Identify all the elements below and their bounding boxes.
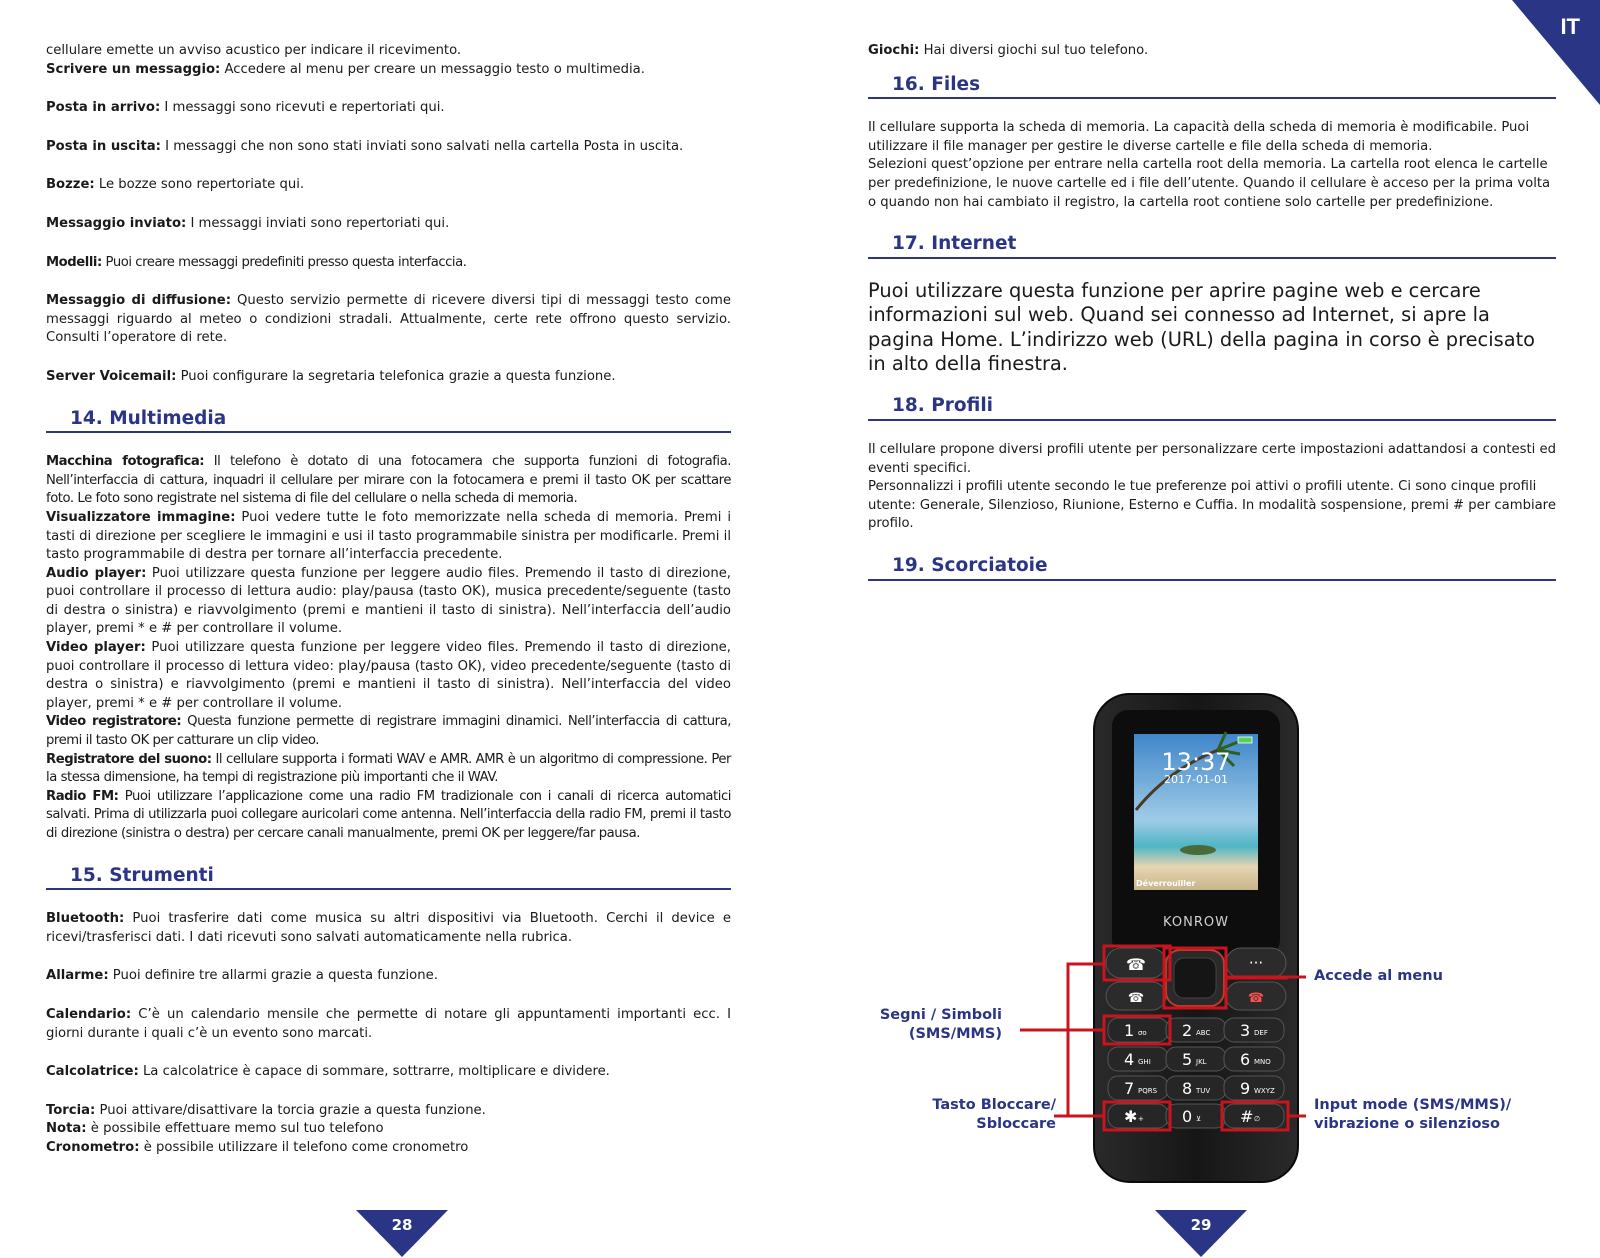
paragraph-modelli: Modelli: Puoi creare messaggi predefiniti presso questa interfaccia. — [46, 254, 467, 270]
paragraph-calcolatrice: Calcolatrice: La calcolatrice è capace di sommare, sottrarre, moltiplicare e dividere. — [46, 1064, 610, 1080]
phone-date: 2017-01-01 — [1164, 773, 1228, 786]
paragraph-intro: cellulare emette un avviso acustico per indicare il ricevimento. — [46, 43, 462, 58]
paragraph-torcia: Torcia: Puoi attivare/disattivare la torcia grazie a questa funzione. — [46, 1102, 486, 1118]
keypad-letters: GHI — [1138, 1058, 1151, 1066]
callout-menu: Accede al menu — [1314, 968, 1443, 984]
heading-14-multimedia: 14. Multimedia — [46, 407, 731, 434]
heading-18-profili: 18. Profili — [868, 394, 1556, 421]
phone-brand: KONROW — [1163, 915, 1229, 930]
paragraph-profili-2: Personnalizzi i profili utente secondo le tue preferenze poi attivi o profili utente. Ci sono cinque profili utente: Generale, Silenzioso, Riunione, Esterno e Cuffia. In modalità sospensione, premi # per cambiare profilo. — [868, 479, 1556, 532]
keypad-letters: MNO — [1254, 1058, 1271, 1066]
language-tag: IT — [1560, 14, 1580, 39]
paragraph-bluetooth: Bluetooth: Puoi trasferire dati come musica su altri dispositivi via Bluetooth. Cerchi il device e ricevi/trasferisci dati. I dati ricevuti sono salvati automaticamente nella rubrica. — [46, 911, 731, 945]
paragraph-inviato: Messaggio inviato: I messaggi inviati sono repertoriati qui. — [46, 215, 450, 231]
paragraph-files-2: Selezioni quest’opzione per entrare nella cartella root della memoria. La cartella root elenca le cartelle per predefinizione, le nuove cartelle ed i file dell’utente. Quando il cellulare è acceso per la prima volta o quando non hai cambiato il registro, la cartella root contiene solo cartelle per predefinizione. — [868, 157, 1551, 210]
paragraph-scrivere: Scrivere un messaggio: Accedere al menu per creare un messaggio testo o multimedia. — [46, 61, 645, 77]
paragraph-calendario: Calendario: C’è un calendario mensile che permette di notare gli appuntamenti importanti ecc. I giorni durante i quali c’è un evento sono marcati. — [46, 1006, 731, 1041]
paragraph-profili-1: Il cellulare propone diversi profili utente per personalizzare certe impostazioni adattandosi a contesti ed eventi specifici. — [868, 441, 1556, 476]
paragraph-files-1: Il cellulare supporta la scheda di memoria. La capacità della scheda di memoria è modificabile. Puoi utilizzare il file manager per gestire le diverse cartelle e file della scheda di memoria. — [868, 120, 1530, 154]
keypad-digit: 0 — [1182, 1107, 1193, 1126]
paragraph-nota: Nota: è possibile effettuare memo sul tuo telefono — [46, 1121, 384, 1137]
keypad-letters: ABC — [1196, 1029, 1211, 1037]
paragraph-diffusione: Messaggio di diffusione: Questo servizio permette di ricevere diversi tipi di messaggi testo come messaggi riguardo al meteo o condizioni stradali. Attualmente, certe rete offrono questo servizio. Consulti l’operatore di rete. — [46, 293, 731, 346]
keypad-digit: 7 — [1124, 1079, 1135, 1098]
page-number-left: 28 — [391, 1216, 413, 1234]
sim2-icon: ☎ — [1127, 991, 1145, 1006]
keypad-letters: DEF — [1254, 1029, 1268, 1037]
paragraph-bozze: Bozze: Le bozze sono repertoriate qui. — [46, 177, 305, 193]
call-icon: ☎ — [1126, 955, 1146, 974]
paragraph-visualizzatore: Visualizzatore immagine: Puoi vedere tutte le foto memorizzate nella scheda di memoria. Premi i tasti di direzione per scegliere le immagini e usi il tasto programmabile sinistra per modificarle. Premi il tasto programmabile di destra per tornare all’interfaccia precedente. — [46, 509, 731, 563]
callout-lock: Tasto Bloccare/ Sbloccare — [932, 1097, 1056, 1132]
keypad-digit: 8 — [1182, 1079, 1193, 1098]
menu-dots-icon: ··· — [1248, 954, 1264, 972]
keypad-letters: ∅ — [1254, 1115, 1261, 1123]
paragraph-audio-player: Audio player: Puoi utilizzare questa funzione per leggere audio files. Premendo il tasto di direzione, puoi controllare il processo di lettura audio: play/pausa (tasto OK), musica precedente/seguente (tasto di destra o sinistra) e riavvolgimento (premi e mantieni il tasto di sinistra). Nell’interfaccia dell’audio player, premi * e # per controllare il volume. — [46, 565, 731, 637]
heading-15-strumenti: 15. Strumenti — [46, 864, 731, 891]
callout-input-mode: Input mode (SMS/MMS)/ vibrazione o silenzioso — [1314, 1097, 1512, 1132]
keypad-digit: 4 — [1124, 1050, 1135, 1069]
paragraph-radio-fm: Radio FM: Puoi utilizzare l’applicazione come una radio FM tradizionale con i canali di ricerca automatici salvati. Prima di utilizzarla puoi collegare auricolari come antenna. Nell’interfaccia della radio FM, premi il tasto di direzione (sinistra o destra) per cercare canali manualmente, premi OK per leggere/far pausa. — [46, 788, 731, 841]
paragraph-giochi: Giochi: Hai diversi giochi sul tuo telefono. — [868, 43, 1149, 58]
keypad-digit: 5 — [1182, 1050, 1193, 1069]
keypad-digit: 6 — [1240, 1050, 1251, 1069]
keypad-letters: WXYZ — [1254, 1087, 1275, 1095]
keypad-digit: 9 — [1240, 1079, 1251, 1098]
page-number-right: 29 — [1190, 1216, 1212, 1234]
paragraph-voicemail: Server Voicemail: Puoi configurare la segretaria telefonica grazie a questa funzione. — [46, 368, 616, 384]
keypad-letters: ⊻ — [1196, 1115, 1202, 1123]
screen-island — [1180, 845, 1216, 855]
right-page-column — [868, 42, 1556, 601]
keypad-letters: JKL — [1196, 1058, 1207, 1066]
paragraph-posta-arrivo: Posta in arrivo: I messaggi sono ricevuti e repertoriati qui. — [46, 100, 445, 116]
paragraph-video-registratore: Video registratore: Questa funzione permette di registrare immagini dinamici. Nell’interfaccia di cattura, premi il tasto OK per catturare un clip video. — [46, 714, 732, 749]
end-call-icon: ☎ — [1247, 991, 1265, 1006]
left-page-column — [46, 42, 731, 1158]
keypad-digit: 3 — [1240, 1021, 1251, 1040]
battery-icon — [1238, 737, 1252, 743]
paragraph-cronometro: Cronometro: è possibile utilizzare il telefono come cronometro — [46, 1139, 469, 1155]
paragraph-posta-uscita: Posta in uscita: I messaggi che non sono stati inviati sono salvati nella cartella Posta in uscita. — [46, 138, 684, 154]
phone-time: 13:37 — [1161, 748, 1231, 776]
ok-key — [1174, 958, 1216, 998]
keypad-letters: PQRS — [1138, 1087, 1158, 1095]
phone-shortcut-figure — [868, 690, 1558, 1190]
keypad-letters: σο — [1138, 1029, 1147, 1037]
heading-17-internet: 17. Internet — [868, 232, 1556, 259]
keypad-digit: 2 — [1182, 1021, 1193, 1040]
keypad-digit: 1 — [1124, 1021, 1135, 1040]
keypad-letters: + — [1138, 1115, 1144, 1123]
heading-16-files: 16. Files — [868, 73, 1556, 100]
paragraph-video-player: Video player: Puoi utilizzare questa funzione per leggere video files. Premendo il tasto di direzione, puoi controllare il processo di lettura video: play/pausa (tasto OK), video precedente/seguente (tasto di destra o sinistra) e riavvolgimento (premi e mantieni il tasto di sinistra). Nell’interfaccia del video player, premi * e # per controllare il volume. — [46, 640, 731, 711]
paragraph-registratore-suono: Registratore del suono: Il cellulare supporta i formati WAV e AMR. AMR è un algoritmo di compressione. Per la stessa dimensione, ha tempi di registrazione più importanti che il WAV. — [46, 751, 732, 786]
paragraph-fotocamera: Macchina fotografica: Il telefono è dotato di una fotocamera che supporta funzioni di fotografia. Nell’interfaccia di cattura, inquadri il cellulare per mirare con la fotocamera e premi il tasto OK per scattare foto. Le foto sono registrate nel sistema di file del cellulare o nella scheda di memoria. — [46, 454, 731, 507]
heading-19-scorciatoie: 19. Scorciatoie — [868, 554, 1556, 581]
paragraph-internet: Puoi utilizzare questa funzione per aprire pagine web e cercare informazioni sul web. Quand sei connesso ad Internet, si apre la pagina Home. L’indirizzo web (URL) della pagina in corso è precisato in alto della finestra. — [868, 278, 1536, 375]
paragraph-allarme: Allarme: Puoi definire tre allarmi grazie a questa funzione. — [46, 968, 438, 984]
phone-unlock-label: Déverrouiller — [1136, 879, 1196, 888]
keypad-digit: # — [1240, 1107, 1254, 1126]
keypad-digit: ✱ — [1124, 1107, 1138, 1126]
keypad-letters: TUV — [1196, 1087, 1211, 1095]
callout-symbols: Segni / Simboli (SMS/MMS) — [879, 1007, 1002, 1042]
